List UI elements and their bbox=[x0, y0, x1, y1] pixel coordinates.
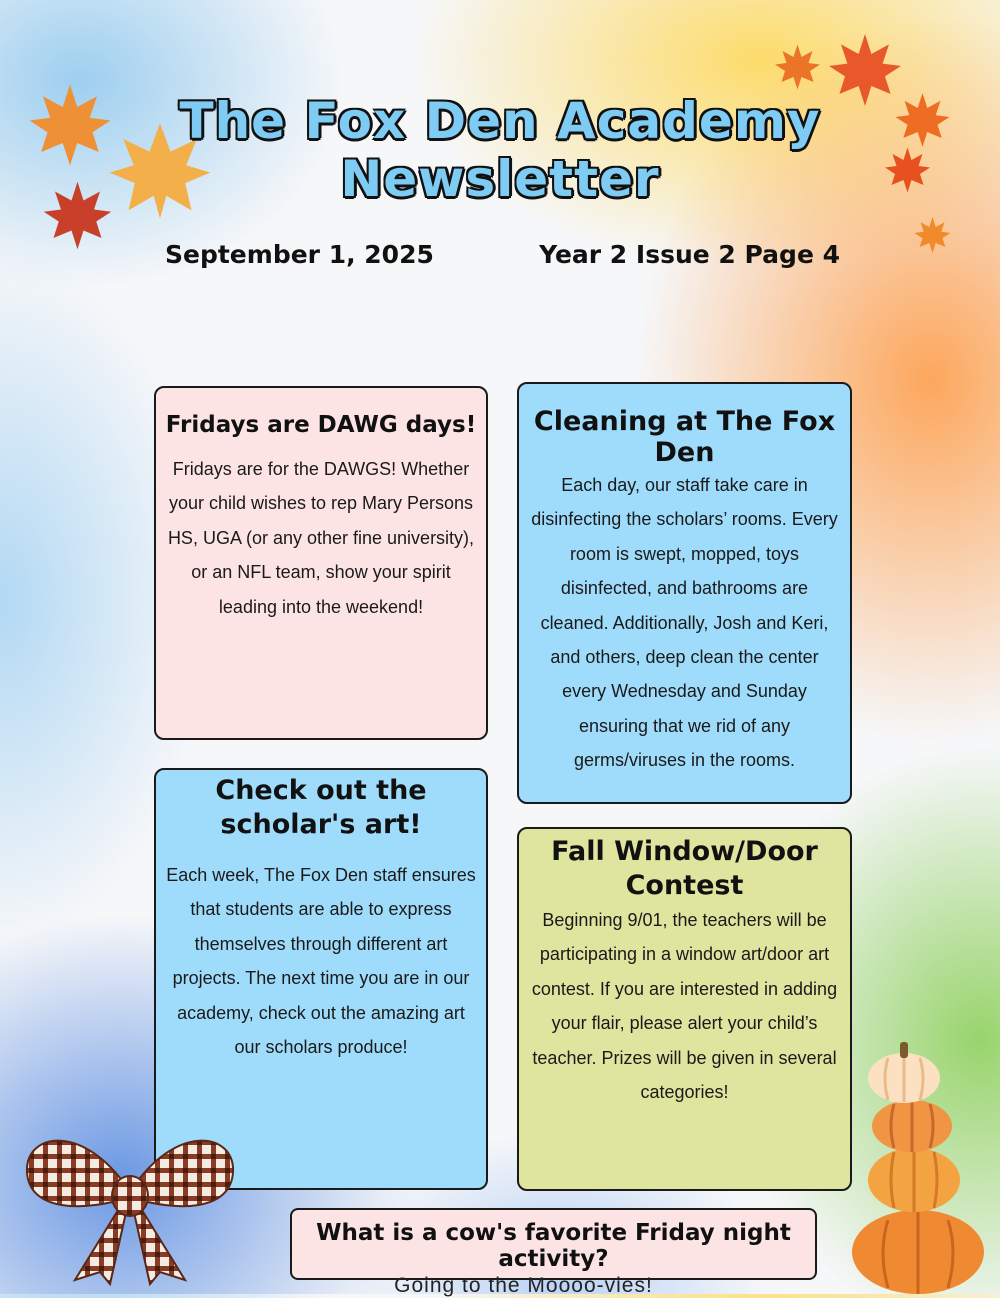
maple-leaf-icon bbox=[910, 215, 955, 255]
newsletter-title: The Fox Den Academy Newsletter bbox=[179, 92, 821, 208]
joke-answer: Going to the Moooo-vies! bbox=[394, 1274, 653, 1297]
article-dawg-days bbox=[154, 386, 488, 740]
article-body: Each day, our staff take care in disinfecting the scholars’ rooms. Every room is swept, mopped, toys disinfected, and bathrooms are cleaned. Additionally, Josh and Keri, and others, deep clean the center every Wednesday and Sunday ensuring that we rid of any germs/viruses in the rooms. bbox=[531, 475, 838, 771]
article-body: Beginning 9/01, the teachers will be participating in a window art/door art contest. If you are interested in adding your flair, please alert your child’s teacher. Prizes will be given in several categories! bbox=[531, 910, 838, 1103]
maple-leaf-icon bbox=[770, 42, 825, 92]
article-body: Fridays are for the DAWGS! Whether your child wishes to rep Mary Persons HS, UGA (or any other fine university), or an NFL team, show your spirit leading into the weekend! bbox=[167, 459, 475, 617]
article-heading: Fall Window/Door Contest bbox=[551, 836, 818, 901]
plaid-bow-icon bbox=[15, 1112, 245, 1287]
joke-question: What is a cow's favorite Friday night activity? bbox=[316, 1220, 791, 1272]
pumpkin-stack-icon bbox=[848, 1040, 988, 1294]
article-heading: Cleaning at The Fox Den bbox=[533, 406, 836, 468]
maple-leaf-icon bbox=[40, 178, 115, 253]
article-fall-contest bbox=[517, 827, 852, 1191]
article-heading: Check out the scholar's art! bbox=[215, 775, 427, 840]
maple-leaf-icon bbox=[880, 145, 935, 195]
joke-box bbox=[290, 1208, 817, 1297]
issue-date: September 1, 2025 bbox=[165, 240, 434, 269]
article-cleaning bbox=[517, 382, 852, 804]
article-heading: Fridays are DAWG days! bbox=[165, 412, 477, 438]
issue-number: Year 2 Issue 2 Page 4 bbox=[539, 240, 840, 269]
article-body: Each week, The Fox Den staff ensures that students are able to express themselves through different art projects. The next time you are in our academy, check out the amazing art our scholars produce! bbox=[166, 865, 476, 1058]
maple-leaf-icon bbox=[890, 90, 955, 150]
